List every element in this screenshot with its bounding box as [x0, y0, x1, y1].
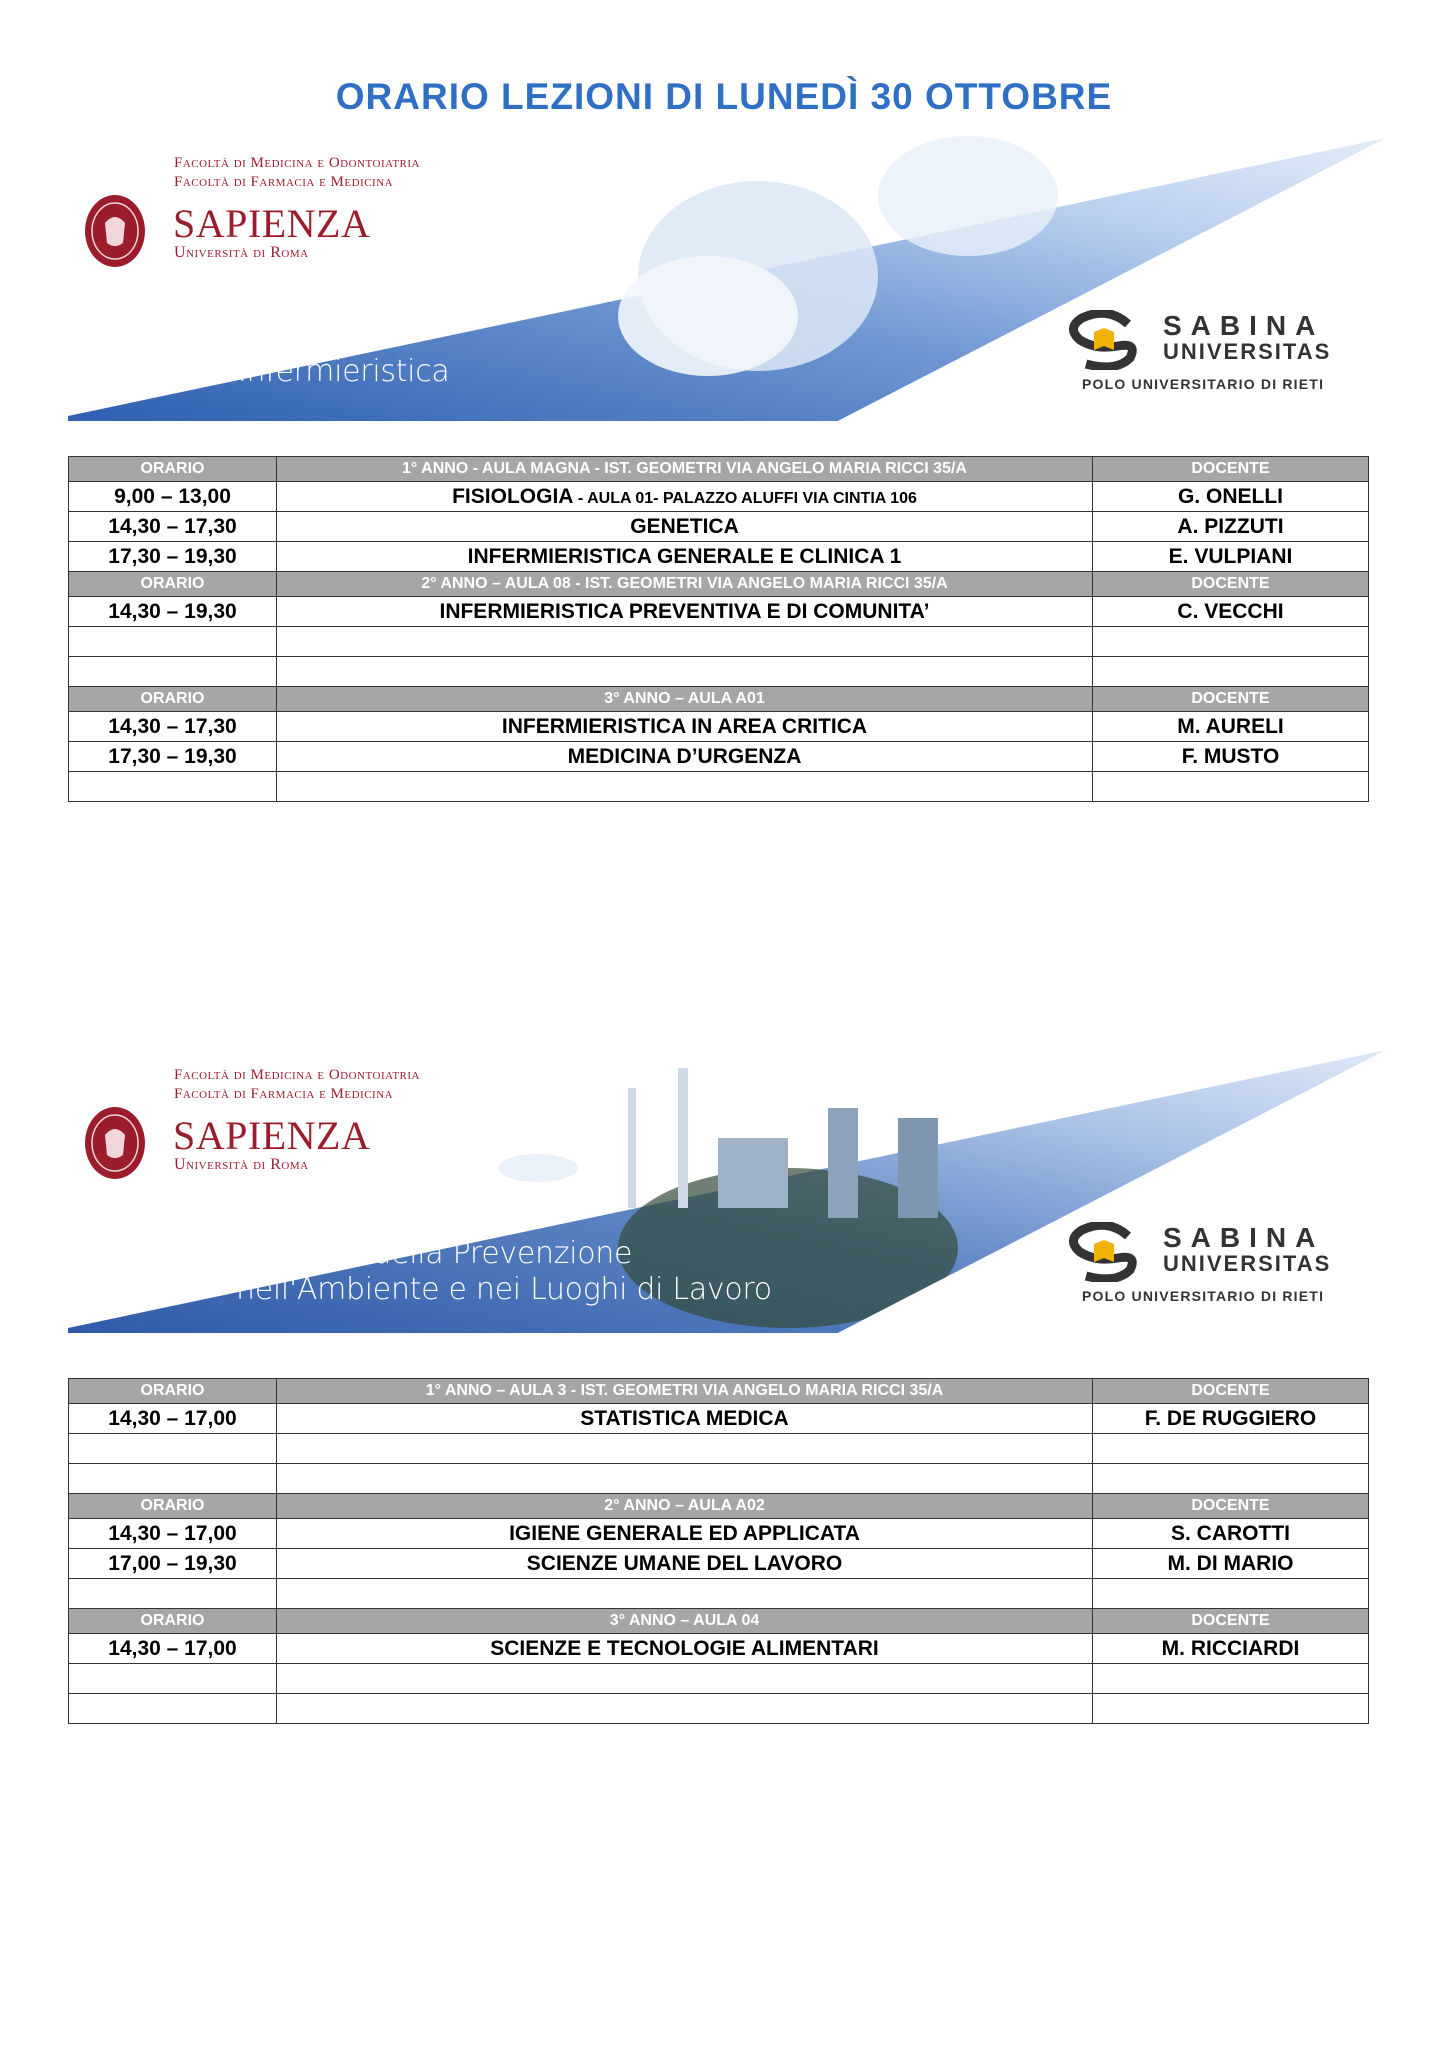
cell-subject	[277, 627, 1093, 657]
cell-teacher	[1093, 627, 1369, 657]
cell-subject: SCIENZE E TECNOLOGIE ALIMENTARI	[277, 1634, 1093, 1664]
course-line-2: nell'Ambiente e nei Luoghi di Lavoro	[236, 1272, 772, 1307]
course-line-1: Infermieristica	[238, 354, 450, 389]
cell-teacher: F. MUSTO	[1093, 742, 1369, 772]
chimney	[678, 1068, 688, 1208]
cell-subject	[277, 1434, 1093, 1464]
header-title: 3° ANNO – AULA 04	[277, 1609, 1093, 1634]
table-row-empty	[69, 1464, 1369, 1494]
cell-time: 14,30 – 17,30	[69, 512, 277, 542]
schedule-table-infermieristica	[68, 456, 1369, 802]
table-row	[69, 1404, 1369, 1434]
header-teacher: DOCENTE	[1093, 572, 1369, 597]
cell-time: 17,30 – 19,30	[69, 742, 277, 772]
cell-time: 14,30 – 17,00	[69, 1519, 277, 1549]
cell-teacher: M. DI MARIO	[1093, 1549, 1369, 1579]
partner-name: SABINA	[1163, 1222, 1325, 1253]
cell-time	[69, 772, 277, 802]
surgical-mask	[618, 256, 798, 376]
cell-time: 9,00 – 13,00	[69, 482, 277, 512]
table-row	[69, 1634, 1369, 1664]
cell-teacher	[1093, 772, 1369, 802]
university-subtitle: Università di Roma	[174, 244, 309, 261]
cell-subject	[277, 1579, 1093, 1609]
section-header	[69, 572, 1369, 597]
cell-teacher: G. ONELLI	[1093, 482, 1369, 512]
cell-subject: GENETICA	[277, 512, 1093, 542]
factory-tower	[898, 1118, 938, 1218]
faculty-names	[174, 154, 420, 192]
header-time: ORARIO	[69, 1609, 277, 1634]
table-row-empty	[69, 627, 1369, 657]
partner-subtitle: UNIVERSITAS	[1163, 1251, 1332, 1276]
cell-subject	[277, 1464, 1093, 1494]
cell-time: 14,30 – 17,30	[69, 712, 277, 742]
cell-subject: INFERMIERISTICA GENERALE E CLINICA 1	[277, 542, 1093, 572]
cell-subject	[277, 772, 1093, 802]
table-row-empty	[69, 657, 1369, 687]
cell-teacher: M. AURELI	[1093, 712, 1369, 742]
header-teacher: DOCENTE	[1093, 1609, 1369, 1634]
cell-teacher: C. VECCHI	[1093, 597, 1369, 627]
university-name: SAPIENZA	[173, 1113, 371, 1158]
header-time: ORARIO	[69, 1494, 277, 1519]
partner-subtitle: UNIVERSITAS	[1163, 339, 1332, 364]
table-row-empty	[69, 1579, 1369, 1609]
cell-time	[69, 1694, 277, 1724]
section-header	[69, 1609, 1369, 1634]
cell-teacher	[1093, 657, 1369, 687]
cell-time	[69, 627, 277, 657]
faculty-names	[174, 1066, 420, 1104]
factory-building	[718, 1138, 788, 1208]
cell-time	[69, 657, 277, 687]
header-title: 1° ANNO - AULA MAGNA - IST. GEOMETRI VIA ANGELO MARIA RICCI 35/A	[277, 457, 1093, 482]
section-header	[69, 687, 1369, 712]
cell-teacher: M. RICCIARDI	[1093, 1634, 1369, 1664]
cell-time: 14,30 – 17,00	[69, 1634, 277, 1664]
cell-subject	[277, 482, 1093, 512]
university-subtitle: Università di Roma	[174, 1156, 309, 1173]
header-teacher: DOCENTE	[1093, 1379, 1369, 1404]
banner-tecniche-prevenzione	[68, 1048, 1388, 1338]
cell-subject: INFERMIERISTICA IN AREA CRITICA	[277, 712, 1093, 742]
cell-subject: SCIENZE UMANE DEL LAVORO	[277, 1549, 1093, 1579]
cell-subject: MEDICINA D’URGENZA	[277, 742, 1093, 772]
header-time: ORARIO	[69, 457, 277, 482]
partner-name: SABINA	[1163, 310, 1325, 341]
cell-time	[69, 1434, 277, 1464]
table-row-empty	[69, 772, 1369, 802]
cell-teacher	[1093, 1434, 1369, 1464]
subject-note: - AULA 01- PALAZZO ALUFFI VIA CINTIA 106	[573, 489, 917, 507]
cell-teacher: F. DE RUGGIERO	[1093, 1404, 1369, 1434]
header-teacher: DOCENTE	[1093, 1494, 1369, 1519]
faculty-line-2: Facoltà di Farmacia e Medicina	[174, 1086, 394, 1102]
table-row	[69, 512, 1369, 542]
faculty-line-1: Facoltà di Medicina e Odontoiatria	[174, 155, 420, 171]
second-surgeon-figure	[878, 136, 1058, 256]
table-row	[69, 482, 1369, 512]
table-row	[69, 712, 1369, 742]
header-title: 3° ANNO – AULA A01	[277, 687, 1093, 712]
section-header	[69, 1494, 1369, 1519]
course-line-1: Tecniche della Prevenzione	[236, 1236, 633, 1271]
subject-name: FISIOLOGIA	[452, 484, 574, 508]
header-title: 2° ANNO – AULA A02	[277, 1494, 1093, 1519]
table-row	[69, 1519, 1369, 1549]
cell-subject	[277, 1694, 1093, 1724]
table-row	[69, 1549, 1369, 1579]
cell-teacher	[1093, 1464, 1369, 1494]
cell-teacher	[1093, 1579, 1369, 1609]
cell-time	[69, 1579, 277, 1609]
header-title: 2° ANNO – AULA 08 - IST. GEOMETRI VIA ANGELO MARIA RICCI 35/A	[277, 572, 1093, 597]
cell-subject	[277, 1664, 1093, 1694]
table-row-empty	[69, 1664, 1369, 1694]
header-title: 1° ANNO – AULA 3 - IST. GEOMETRI VIA ANGELO MARIA RICCI 35/A	[277, 1379, 1093, 1404]
faculty-line-1: Facoltà di Medicina e Odontoiatria	[174, 1067, 420, 1083]
cell-time: 17,00 – 19,30	[69, 1549, 277, 1579]
smoke-cloud	[498, 1154, 578, 1182]
cell-teacher: E. VULPIANI	[1093, 542, 1369, 572]
header-teacher: DOCENTE	[1093, 457, 1369, 482]
cell-time: 14,30 – 17,00	[69, 1404, 277, 1434]
table-row-empty	[69, 1434, 1369, 1464]
partner-tagline: POLO UNIVERSITARIO DI RIETI	[1082, 376, 1325, 392]
cell-time: 17,30 – 19,30	[69, 542, 277, 572]
header-time: ORARIO	[69, 572, 277, 597]
university-name: SAPIENZA	[173, 201, 371, 246]
cell-teacher: S. CAROTTI	[1093, 1519, 1369, 1549]
sapienza-seal-icon	[83, 1105, 147, 1181]
banner-infermieristica	[68, 136, 1388, 426]
cell-teacher: A. PIZZUTI	[1093, 512, 1369, 542]
table-row	[69, 542, 1369, 572]
cell-subject	[277, 657, 1093, 687]
header-teacher: DOCENTE	[1093, 687, 1369, 712]
sabina-book-logo-icon	[1068, 310, 1140, 370]
faculty-line-2: Facoltà di Farmacia e Medicina	[174, 174, 394, 190]
header-time: ORARIO	[69, 1379, 277, 1404]
cell-subject: INFERMIERISTICA PREVENTIVA E DI COMUNITA’	[277, 597, 1093, 627]
course-name	[238, 354, 449, 390]
cell-subject: IGIENE GENERALE ED APPLICATA	[277, 1519, 1093, 1549]
page-title: ORARIO LEZIONI DI LUNEDÌ 30 OTTOBRE	[335, 76, 1113, 117]
cell-teacher	[1093, 1664, 1369, 1694]
partner-tagline: POLO UNIVERSITARIO DI RIETI	[1082, 1288, 1325, 1304]
table-row-empty	[69, 1694, 1369, 1724]
course-name	[236, 1236, 772, 1308]
sabina-book-logo-icon	[1068, 1222, 1140, 1282]
cell-time: 14,30 – 19,30	[69, 597, 277, 627]
section-header	[69, 457, 1369, 482]
factory-tower	[828, 1108, 858, 1218]
schedule-table-tecniche-prevenzione	[68, 1378, 1369, 1724]
section-header	[69, 1379, 1369, 1404]
cell-time	[69, 1464, 277, 1494]
cell-teacher	[1093, 1694, 1369, 1724]
header-time: ORARIO	[69, 687, 277, 712]
sapienza-seal-icon	[83, 193, 147, 269]
table-row	[69, 742, 1369, 772]
cell-time	[69, 1664, 277, 1694]
cell-subject: STATISTICA MEDICA	[277, 1404, 1093, 1434]
table-row	[69, 597, 1369, 627]
chimney	[628, 1088, 636, 1208]
